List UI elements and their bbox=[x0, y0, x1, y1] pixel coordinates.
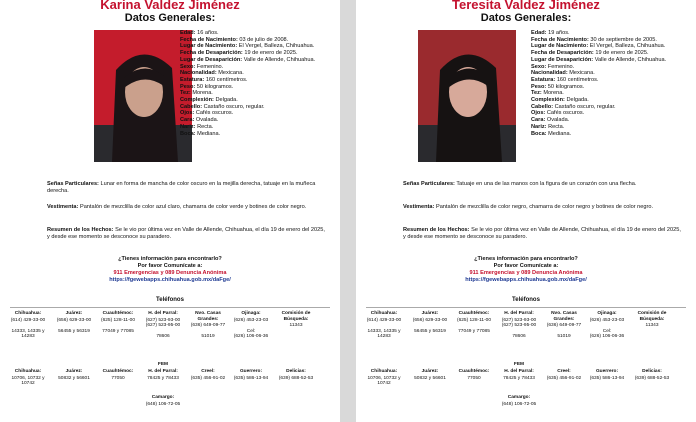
contact-question: ¿Tienes información para encontrarlo? bbox=[474, 256, 578, 262]
detail-label: Cabello: bbox=[531, 103, 554, 110]
detail-row bbox=[180, 117, 330, 124]
detail-value: Mexicana. bbox=[569, 70, 595, 77]
phone-office-label: Creel: bbox=[201, 369, 215, 374]
detail-row bbox=[531, 117, 681, 124]
phone-number: (635) 586-13-94 bbox=[233, 375, 269, 381]
detail-row bbox=[180, 104, 330, 111]
phone-office-label: Chihuahua: bbox=[14, 369, 42, 374]
emergency-numbers: 911 Emergencias y 089 Denuncia Anónima bbox=[113, 270, 227, 276]
resumen-de-los-hechos-text: Se le vio por última vez en Valle de Allende, Chihuahua, el día 19 de enero del 2025, y desde ese momento se desconoce su paradero. bbox=[403, 227, 681, 240]
detail-row bbox=[531, 84, 681, 91]
emergency-numbers: 911 Emergencias y 089 Denuncia Anónima bbox=[469, 270, 583, 276]
detail-value: Femenino. bbox=[547, 63, 575, 70]
phone-office-label: Nvo. Casas Grandes: bbox=[195, 311, 221, 322]
detail-row bbox=[531, 104, 681, 111]
detail-row bbox=[180, 97, 330, 104]
phone-office-label: Creel: bbox=[557, 369, 571, 374]
phone-office-label: Guerrero: bbox=[239, 369, 263, 374]
contact-url-link[interactable]: https://fgewebapps.chihuahua.gob.mx/daFge/ bbox=[109, 277, 231, 283]
phone-number: 14283 bbox=[21, 334, 35, 340]
vestimenta-label: Vestimenta: bbox=[403, 204, 435, 210]
senas-particulares-text: Tatuaje en una de las manos con la figura de un corazón con una flecha. bbox=[456, 181, 637, 187]
phone-number: (627) 523-93-00 bbox=[501, 317, 537, 323]
phone-office-label: Ojinaga: bbox=[241, 311, 261, 316]
detail-row bbox=[180, 90, 330, 97]
detail-row bbox=[531, 90, 681, 97]
phone-office-label: Juárez: bbox=[65, 311, 83, 316]
phone-office-label: Cuauhtémoc: bbox=[458, 311, 490, 316]
contact-call-to-action bbox=[0, 256, 340, 284]
phone-number: (648) 106-72-05 bbox=[501, 401, 537, 407]
detail-label: Peso: bbox=[531, 83, 547, 90]
detail-row bbox=[531, 131, 681, 138]
detail-value: 160 centímetros. bbox=[556, 76, 599, 83]
phone-number: (639) 688-52-53 bbox=[634, 375, 670, 381]
detail-label: Cara: bbox=[180, 117, 195, 124]
detail-label: Cabello: bbox=[180, 103, 203, 110]
phones-title: Teléfonos bbox=[512, 297, 540, 303]
phone-office-label: Nvo. Casas Grandes: bbox=[551, 311, 577, 322]
detail-row bbox=[531, 124, 681, 131]
detail-label: Nariz: bbox=[531, 123, 547, 130]
detail-row bbox=[180, 37, 330, 44]
phone-number: (639) 688-52-53 bbox=[278, 375, 314, 381]
contact-question: ¿Tienes información para encontrarlo? bbox=[118, 256, 222, 262]
detail-value: Castaño oscuro, regular. bbox=[554, 103, 616, 110]
detail-value: Delgada. bbox=[566, 97, 589, 104]
detail-row bbox=[180, 124, 330, 131]
phone-number: (625) 128-11-00 bbox=[100, 317, 136, 323]
phone-number: (626) 453-23-03 bbox=[233, 317, 269, 323]
phone-number: 51019 bbox=[201, 334, 215, 340]
general-details bbox=[180, 30, 330, 137]
detail-value: 50 kilogramos. bbox=[547, 83, 585, 90]
contact-call: Por favor Comunícate a: bbox=[493, 263, 559, 269]
detail-row bbox=[180, 57, 330, 64]
phone-number: (614) 429-33-00 bbox=[10, 317, 46, 323]
phone-office-label: H. del Parral: bbox=[504, 369, 534, 374]
phone-number: (656) 629-33-00 bbox=[56, 317, 92, 323]
fem-title: FEM bbox=[513, 362, 525, 367]
section-title-datos-generales: Datos Generales: bbox=[124, 12, 216, 24]
detail-label: Ojos: bbox=[180, 110, 195, 117]
detail-row bbox=[531, 77, 681, 84]
detail-label: Nacionalidad: bbox=[531, 70, 568, 77]
detail-label: Edad: bbox=[180, 30, 196, 36]
detail-value: 03 de julio de 2008. bbox=[239, 36, 289, 43]
detail-row bbox=[180, 30, 330, 37]
detail-label: Complexión: bbox=[180, 97, 214, 104]
detail-value: Ovalada. bbox=[546, 117, 570, 124]
detail-value: Cafés oscuros. bbox=[195, 110, 234, 117]
detail-label: Fecha de Nacimiento: bbox=[180, 36, 238, 43]
detail-label: Boca: bbox=[180, 130, 196, 137]
phone-office-label: Cuauhtémoc: bbox=[458, 369, 490, 374]
phone-number: (635) 586-13-94 bbox=[589, 375, 625, 381]
detail-label: Estatura: bbox=[531, 76, 556, 83]
senas-particulares bbox=[403, 181, 685, 188]
detail-label: Lugar de Nacimiento: bbox=[531, 43, 589, 50]
phone-number: (614) 429-33-00 bbox=[366, 317, 402, 323]
detail-value: 160 centímetros. bbox=[205, 76, 248, 83]
detail-label: Fecha de Nacimiento: bbox=[531, 36, 589, 43]
missing-person-poster-teresita bbox=[356, 0, 696, 422]
detail-row bbox=[180, 64, 330, 71]
detail-row bbox=[180, 70, 330, 77]
detail-value: Femenino. bbox=[196, 63, 224, 70]
phone-office-label: Camargo: bbox=[507, 395, 531, 400]
vestimenta bbox=[403, 204, 685, 211]
detail-value: Valle de Allende, Chihuahua. bbox=[243, 56, 316, 63]
phone-office-label: Delicias: bbox=[286, 369, 306, 374]
phone-number: (625) 128-11-00 bbox=[456, 317, 492, 323]
phone-number: (627) 523-93-00 bbox=[145, 317, 181, 323]
contact-call-to-action bbox=[356, 256, 696, 284]
phone-office-label: H. del Parral: bbox=[148, 369, 178, 374]
detail-label: Edad: bbox=[531, 30, 547, 36]
detail-row bbox=[531, 70, 681, 77]
phone-number: (635) 456-91-02 bbox=[190, 375, 226, 381]
detail-label: Lugar de Desaparición: bbox=[531, 56, 594, 63]
senas-particulares-text: Lunar en forma de mancha de color oscuro en la mejilla derecha, tatuaje en la muñeca derecha. bbox=[47, 181, 316, 194]
detail-label: Boca: bbox=[531, 130, 547, 137]
vestimenta-text: Pantalón de mezclilla de color azul claro, chamarra de color verde y botines de color negro. bbox=[79, 204, 307, 210]
person-photo bbox=[418, 30, 516, 162]
detail-row bbox=[180, 43, 330, 50]
detail-label: Tez: bbox=[531, 90, 542, 97]
divider bbox=[10, 307, 330, 308]
detail-value: El Vergel, Balleza, Chihuahua. bbox=[589, 43, 666, 50]
phone-office-label: Cuauhtémoc: bbox=[102, 311, 134, 316]
detail-row bbox=[531, 43, 681, 50]
phone-number: 78425 y 78433 bbox=[503, 375, 535, 381]
phone-office-label: Chihuahua: bbox=[14, 311, 42, 316]
detail-row bbox=[180, 131, 330, 138]
senas-particulares-label: Señas Particulares: bbox=[403, 181, 455, 187]
detail-label: Lugar de Desaparición: bbox=[180, 56, 243, 63]
detail-label: Peso: bbox=[180, 83, 196, 90]
detail-value: Recta. bbox=[197, 123, 214, 130]
detail-value: 30 de septiembre de 2005. bbox=[590, 36, 657, 43]
detail-label: Fecha de Desaparición: bbox=[180, 50, 243, 57]
phone-number: (627) 523-95-00 bbox=[501, 323, 537, 329]
person-name: Karina Valdez Jiménez bbox=[100, 0, 240, 12]
phone-number: (636) 649-09-77 bbox=[546, 323, 582, 329]
detail-row bbox=[180, 110, 330, 117]
phone-office-label: Camargo: bbox=[151, 395, 175, 400]
detail-label: Complexión: bbox=[531, 97, 565, 104]
phone-office-label: Comisión de Búsqueda: bbox=[281, 311, 311, 322]
detail-label: Tez: bbox=[180, 90, 191, 97]
detail-value: Mexicana. bbox=[218, 70, 244, 77]
detail-value: Cafés oscuros. bbox=[546, 110, 585, 117]
detail-label: Sexo: bbox=[531, 63, 547, 70]
detail-value: Mediana. bbox=[548, 130, 572, 137]
phone-number: 51019 bbox=[557, 334, 571, 340]
detail-value: 19 años. bbox=[548, 30, 570, 36]
phones-title: Teléfonos bbox=[156, 297, 184, 303]
phone-number: 50832 y 56601 bbox=[414, 375, 446, 381]
phone-number: 78606 bbox=[512, 334, 526, 340]
detail-value: 19 de enero de 2025. bbox=[244, 50, 298, 57]
detail-row bbox=[531, 37, 681, 44]
phone-number: 14333, 14335 y bbox=[367, 328, 401, 334]
vestimenta-text: Pantalón de mezclilla de color negro, chamarra de color negro y botines de color negro. bbox=[435, 204, 654, 210]
senas-particulares bbox=[47, 181, 329, 195]
person-name: Teresita Valdez Jiménez bbox=[452, 0, 600, 12]
detail-row bbox=[531, 57, 681, 64]
phone-number: 11343 bbox=[289, 323, 303, 329]
phone-number: 77049 y 77085 bbox=[102, 328, 134, 334]
phone-office-label: Chihuahua: bbox=[370, 369, 398, 374]
detail-row bbox=[531, 110, 681, 117]
phone-number: 10706, 10732 y bbox=[11, 375, 45, 381]
phone-number: (648) 106-72-05 bbox=[145, 401, 181, 407]
detail-value: 50 kilogramos. bbox=[196, 83, 234, 90]
contact-url-link[interactable]: https://fgewebapps.chihuahua.gob.mx/daFge/ bbox=[465, 277, 587, 283]
detail-value: Delgada. bbox=[215, 97, 238, 104]
phone-number: (626) 106-06-36 bbox=[589, 334, 625, 340]
detail-value: Morena. bbox=[543, 90, 564, 97]
phone-number: 78425 y 78433 bbox=[147, 375, 179, 381]
detail-row bbox=[180, 84, 330, 91]
fem-title: FEM bbox=[157, 362, 169, 367]
phone-number: 10742 bbox=[377, 381, 391, 387]
phone-number: Cel: bbox=[602, 328, 612, 334]
general-details bbox=[531, 30, 681, 137]
detail-label: Cara: bbox=[531, 117, 546, 124]
detail-value: Mediana. bbox=[197, 130, 221, 137]
detail-value: El Vergel, Balleza, Chihuahua. bbox=[238, 43, 315, 50]
resumen-de-los-hechos-text: Se le vio por última vez en Valle de Allende, Chihuahua, el día 19 de enero del 2025, y desde ese momento se desconoce su paradero. bbox=[47, 227, 325, 240]
detail-value: Ovalada. bbox=[195, 117, 219, 124]
phone-number: 11343 bbox=[645, 323, 659, 329]
phone-office-label: H. del Parral: bbox=[504, 311, 534, 316]
phone-office-label: Delicias: bbox=[642, 369, 662, 374]
senas-particulares-label: Señas Particulares: bbox=[47, 181, 99, 187]
detail-row bbox=[531, 64, 681, 71]
detail-value: Castaño oscuro, regular. bbox=[203, 103, 265, 110]
detail-label: Ojos: bbox=[531, 110, 546, 117]
phone-number: Cel: bbox=[246, 328, 256, 334]
detail-label: Nacionalidad: bbox=[180, 70, 217, 77]
phone-number: 77050 bbox=[467, 375, 481, 381]
resumen-de-los-hechos bbox=[47, 227, 329, 241]
phone-number: 10742 bbox=[21, 381, 35, 387]
phone-number: 77050 bbox=[111, 375, 125, 381]
phone-number: (627) 523-95-00 bbox=[145, 323, 181, 329]
phone-office-label: Comisión de Búsqueda: bbox=[637, 311, 667, 322]
phone-office-label: Guerrero: bbox=[595, 369, 619, 374]
phone-number: 56455 y 56319 bbox=[58, 328, 90, 334]
phone-office-label: Juárez: bbox=[421, 369, 439, 374]
phone-number: (636) 649-09-77 bbox=[190, 323, 226, 329]
phone-office-label: Juárez: bbox=[421, 311, 439, 316]
detail-value: Recta. bbox=[548, 123, 565, 130]
resumen-de-los-hechos-label: Resumen de los Hechos: bbox=[403, 227, 470, 233]
resumen-de-los-hechos-label: Resumen de los Hechos: bbox=[47, 227, 114, 233]
detail-value: Morena. bbox=[192, 90, 213, 97]
phone-number: 14283 bbox=[377, 334, 391, 340]
detail-label: Fecha de Desaparición: bbox=[531, 50, 594, 57]
contact-call: Por favor Comunícate a: bbox=[137, 263, 203, 269]
detail-value: 19 de enero de 2025. bbox=[595, 50, 649, 57]
phone-number: (635) 456-91-02 bbox=[546, 375, 582, 381]
detail-row bbox=[531, 30, 681, 37]
detail-label: Sexo: bbox=[180, 63, 196, 70]
detail-value: 16 años. bbox=[197, 30, 219, 36]
vestimenta bbox=[47, 204, 329, 211]
phone-number: (626) 106-06-36 bbox=[233, 334, 269, 340]
phone-office-label: Chihuahua: bbox=[370, 311, 398, 316]
phone-office-label: Juárez: bbox=[65, 369, 83, 374]
phone-number: 14333, 14335 y bbox=[11, 328, 45, 334]
detail-label: Nariz: bbox=[180, 123, 196, 130]
phone-number: 77049 y 77085 bbox=[458, 328, 490, 334]
detail-row bbox=[180, 50, 330, 57]
phone-number: 10706, 10732 y bbox=[367, 375, 401, 381]
vestimenta-label: Vestimenta: bbox=[47, 204, 79, 210]
missing-person-poster-karina bbox=[0, 0, 340, 422]
detail-label: Lugar de Nacimiento: bbox=[180, 43, 238, 50]
detail-row bbox=[180, 77, 330, 84]
detail-label: Estatura: bbox=[180, 76, 205, 83]
section-title-datos-generales: Datos Generales: bbox=[480, 12, 572, 24]
resumen-de-los-hechos bbox=[403, 227, 685, 241]
phone-number: 56455 y 56319 bbox=[414, 328, 446, 334]
phone-office-label: Ojinaga: bbox=[597, 311, 617, 316]
detail-row bbox=[531, 50, 681, 57]
phone-number: 78606 bbox=[156, 334, 170, 340]
phone-office-label: H. del Parral: bbox=[148, 311, 178, 316]
phone-number: (656) 629-33-00 bbox=[412, 317, 448, 323]
phone-office-label: Cuauhtémoc: bbox=[102, 369, 134, 374]
detail-value: Valle de Allende, Chihuahua. bbox=[594, 56, 667, 63]
divider bbox=[366, 307, 686, 308]
phone-number: 50832 y 56601 bbox=[58, 375, 90, 381]
phone-number: (626) 453-23-03 bbox=[589, 317, 625, 323]
detail-row bbox=[531, 97, 681, 104]
